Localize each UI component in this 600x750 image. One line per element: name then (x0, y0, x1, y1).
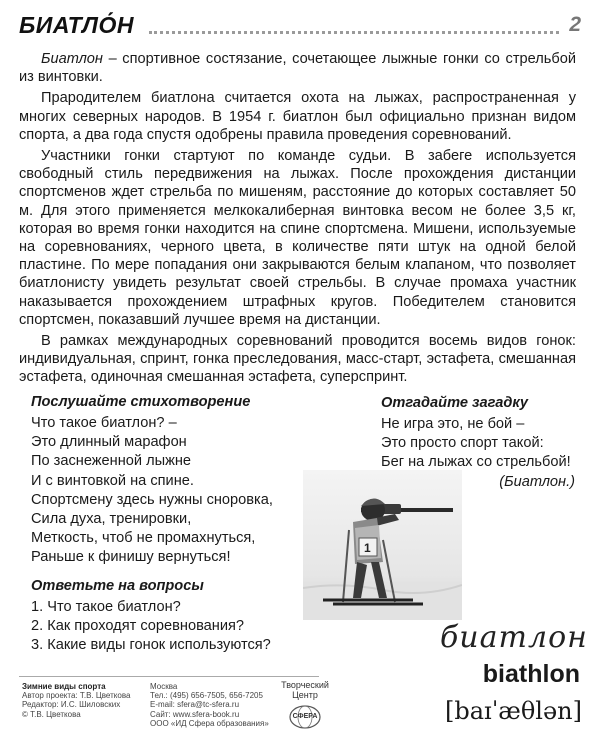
paragraph-history: Прародителем биатлона считается охота на лыжах, распространенная у многих северных народов. В 1954 г. биатлон был официально признан видом спорта, а два года спустя одобрены правила проведения соревнований. (19, 90, 576, 143)
riddle-line: Не игра это, не бой – (381, 416, 525, 432)
footer-org: ООО «ИД Сфера образования» (150, 718, 269, 728)
biathlete-illustration (303, 470, 462, 620)
paragraph-definition (19, 50, 576, 86)
page-header (19, 12, 581, 42)
poem-line: Сила духа, тренировки, (31, 511, 192, 528)
questions-list (31, 598, 311, 656)
riddle-line: Бег на лыжах со стрельбой! (381, 454, 571, 471)
bib-number: 1 (364, 541, 371, 555)
poem-line: Меткость, чтоб не промахнуться, (31, 530, 256, 547)
logo-text (275, 680, 335, 700)
paragraph-race-types: В рамках международных соревнований проводится восемь видов гонок: индивидуальная, спринт, гонка преследования, масс-старт, эстафета, смешанная эстафета, одиночная смешанная эстафета, суперспринт. (19, 333, 576, 386)
page-title (19, 12, 140, 39)
poem-heading: Послушайте стихотворение (31, 394, 251, 410)
footer-credits (22, 682, 152, 719)
poem-section (31, 394, 301, 568)
logo-line-2: Центр (292, 690, 318, 700)
question-item: 2. Как проходят соревнования? (31, 618, 245, 635)
poem-line: Раньше к финишу вернуться! (31, 549, 231, 566)
poem-line: По заснеженной лыжне (31, 453, 192, 470)
poem-line: Спортсмену здесь нужны сноровка, (31, 491, 273, 508)
dotted-leader (149, 31, 559, 34)
title-part-1: БИАТЛ (19, 12, 99, 38)
poem-line: Что такое биатлон? – (31, 415, 177, 431)
footer-author: Автор проекта: Т.В. Цветкова (22, 691, 131, 701)
title-part-2: Н (116, 12, 134, 38)
footer-contacts (150, 682, 290, 728)
term-biathlon: Биатлон (41, 51, 103, 67)
article-text (19, 50, 576, 390)
logo-mark-text: СФЕРА (292, 713, 318, 720)
footer-phone: Тел.: (495) 656-7505, 656-7205 (150, 691, 263, 701)
paragraph-rules: Участники гонки стартуют по команде судьи. В забеге используется свободный стиль передвижения на лыжах. После прохождения дистанции спортсменов ждет стрельба по мишеням, расстояние до которых составляет 50 м. Для этого применяется мелкокалиберная винтовка весом не более 3,5 кг, которая во время гонки находится на спине спортсмена. Мишени, используемые на соревнованиях, черного цвета, в количестве пяти штук на одной белой пластине. По мере попадания они закрываются белым клапаном, что позволяет биатлонисту увидеть результат своей стрельбы. В случае промаха участник наказывается прохождением штрафных кругов. Победителем становится спортсмен, показавший лучшее время на дистанции. (19, 148, 576, 328)
riddle-line: Это просто спорт такой: (381, 435, 544, 452)
publisher-logo (275, 680, 335, 740)
footer-email: E-mail: sfera@tc-sfera.ru (150, 700, 240, 710)
footer-editor: Редактор: И.С. Шиловских (22, 700, 121, 710)
footer-copyright: © Т.В. Цветкова (22, 709, 81, 719)
questions-section (31, 578, 311, 656)
poem-line: И с винтовкой на спине. (31, 472, 194, 489)
poem-lines (31, 414, 301, 568)
page-number: 2 (569, 13, 581, 36)
riddle-heading: Отгадайте загадку (381, 395, 529, 411)
footer-series: Зимние виды спорта (22, 682, 106, 691)
questions-heading: Ответьте на вопросы (31, 578, 204, 594)
footer-site: Сайт: www.sfera-book.ru (150, 709, 240, 719)
poem-line: Это длинный марафон (31, 434, 187, 451)
question-item: 3. Какие виды гонок используются? (31, 637, 271, 654)
footer-city: Москва (150, 682, 178, 691)
question-item: 1. Что такое биатлон? (31, 599, 181, 615)
word-cursive: биатлон (440, 620, 588, 655)
word-english: biathlon (482, 660, 580, 688)
logo-line-1: Творческий (281, 680, 329, 690)
title-accent: О́ (98, 12, 117, 38)
biathlete-photo (303, 470, 462, 620)
footer-divider (19, 676, 319, 677)
word-transcription: [baɪˈæθlən] (444, 697, 582, 725)
riddle-answer: (Биатлон.) (499, 473, 575, 490)
definition-text: – спортивное состязание, сочетающее лыжные гонки со стрельбой из винтовки. (19, 51, 576, 86)
